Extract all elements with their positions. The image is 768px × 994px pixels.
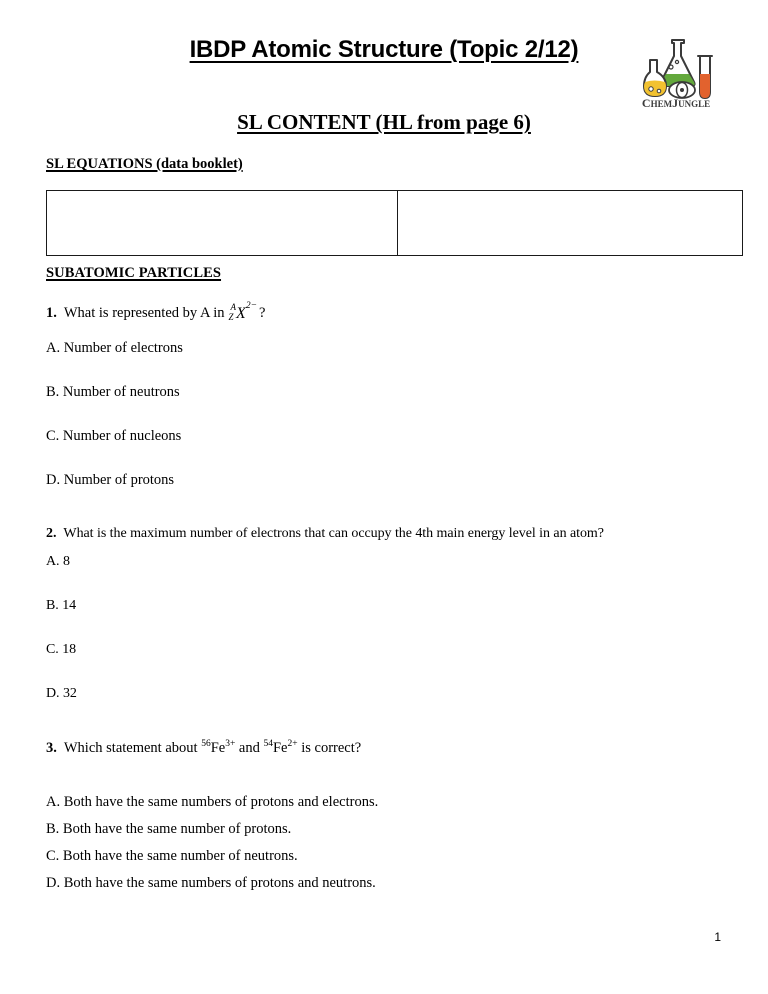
page-number: 1 <box>714 930 721 944</box>
question-3-option-b[interactable]: B. Both have the same number of protons. <box>46 821 292 837</box>
section-heading-subatomic-text: SUBATOMIC PARTICLES <box>46 265 222 281</box>
question-2-option-d[interactable]: D. 32 <box>46 686 77 701</box>
fe54-mass-number: 54 <box>263 739 273 750</box>
fe54-charge: 2+ <box>287 739 298 750</box>
question-1-option-b[interactable]: B. Number of neutrons <box>46 384 180 400</box>
isotope-mass-number: A <box>230 302 237 313</box>
equations-table <box>46 190 743 256</box>
question-3-number: 3. <box>46 740 57 756</box>
equations-cell-left[interactable] <box>47 191 398 256</box>
question-1-text: What is represented by A in <box>63 304 225 321</box>
question-3-option-c[interactable]: C. Both have the same number of neutrons. <box>46 848 298 864</box>
fe56-mass-number: 56 <box>201 739 211 750</box>
round-flask-icon <box>644 60 666 96</box>
isotope-notation-ax2minus <box>228 301 266 323</box>
question-2-option-c[interactable]: C. 18 <box>46 642 77 657</box>
question-1-number: 1. <box>46 304 57 321</box>
equations-cell-right[interactable] <box>398 191 743 256</box>
question-3-middle: and <box>235 740 264 756</box>
isotope-symbol: X <box>236 305 246 322</box>
table-row <box>47 191 743 256</box>
question-3-tail: is correct? <box>297 740 362 756</box>
section-heading-equations <box>46 156 243 173</box>
isotope-prescript <box>229 303 237 322</box>
question-1-option-c[interactable]: C. Number of nucleons <box>46 428 182 444</box>
question-2-option-b[interactable]: B. 14 <box>46 598 77 613</box>
section-heading-equations-text: SL EQUATIONS (data booklet) <box>46 156 243 172</box>
question-2-option-a[interactable]: A. 8 <box>46 554 70 569</box>
document-subtitle <box>0 110 768 135</box>
question-2-number: 2. <box>46 526 57 541</box>
logo-wordmark: CHEMJUNGLE <box>641 96 711 110</box>
fe56-symbol: Fe <box>210 740 226 756</box>
section-heading-subatomic <box>46 265 221 282</box>
fe54-symbol: Fe <box>272 740 288 756</box>
question-3-lead: Which statement about <box>63 740 202 756</box>
question-1 <box>46 301 266 323</box>
isotope-atomic-number: Z <box>228 311 234 322</box>
document-header <box>0 0 768 110</box>
question-2-text: What is the maximum number of electrons that can occupy the 4th main energy level in an atom? <box>63 526 604 541</box>
question-3-option-d[interactable]: D. Both have the same numbers of protons and neutrons. <box>46 875 376 891</box>
isotope-trailing: ? <box>259 304 266 321</box>
isotope-charge: 2− <box>245 301 257 312</box>
question-1-option-d[interactable]: D. Number of protons <box>46 472 175 488</box>
erlenmeyer-flask-icon <box>660 40 694 86</box>
test-tube-icon <box>698 56 712 98</box>
page-title-text: IBDP Atomic Structure (Topic 2/12) <box>189 36 579 63</box>
chemjungle-logo <box>630 34 722 110</box>
question-3-option-a[interactable]: A. Both have the same numbers of protons and electrons. <box>46 794 379 810</box>
document-subtitle-text: SL CONTENT (HL from page 6) <box>237 110 531 134</box>
fe56-charge: 3+ <box>225 739 236 750</box>
question-3 <box>46 740 361 757</box>
question-1-option-a[interactable]: A. Number of electrons <box>46 340 183 356</box>
question-2 <box>46 526 604 543</box>
